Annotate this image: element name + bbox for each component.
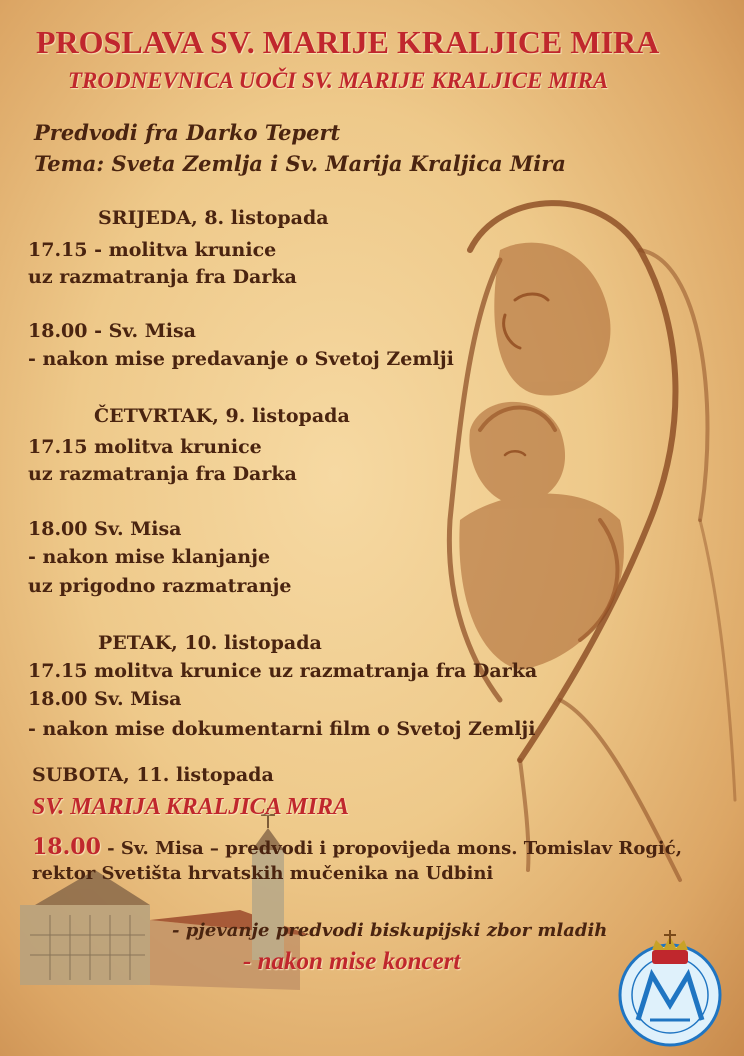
thu-line-4: - nakon mise klanjanje [28,546,271,568]
sat-rector: rektor Svetišta hrvatskih mučenika na Udbini [32,863,494,884]
wed-heading: SRIJEDA, 8. listopada [98,207,329,229]
sat-choir: - pjevanje predvodi biskupijski zbor mladih [172,920,608,941]
sat-time: 18.00 [32,834,101,860]
fri-line-3: - nakon mise dokumentarni film o Svetoj Zemlji [28,718,536,740]
thu-line-5: uz prigodno razmatranje [28,575,292,597]
marian-emblem-logo [620,930,720,1045]
page-title: PROSLAVA SV. MARIJE KRALJICE MIRA [36,24,660,60]
wed-line-2: uz razmatranja fra Darka [28,266,297,288]
sat-feast: SV. MARIJA KRALJICA MIRA [32,794,350,820]
leader-line: Predvodi fra Darko Tepert [34,120,341,145]
wed-line-3: 18.00 - Sv. Misa [28,320,196,342]
sat-heading: SUBOTA, 11. listopada [32,764,274,786]
page-subtitle: TRODNEVNICA UOČI SV. MARIJE KRALJICE MIRA [68,68,609,93]
wed-line-1: 17.15 - molitva krunice [28,239,277,261]
sat-concert: - nakon mise koncert [243,948,461,975]
thu-heading: ČETVRTAK, 9. listopada [94,405,350,427]
thu-line-1: 17.15 molitva krunice [28,436,262,458]
sat-mass: - Sv. Misa – predvodi i propovijeda mons. Tomislav Rogić, [100,838,682,859]
wed-line-4: - nakon mise predavanje o Svetoj Zemlji [28,348,454,370]
fri-line-2: 18.00 Sv. Misa [28,688,182,710]
theme-line: Tema: Sveta Zemlja i Sv. Marija Kraljica Mira [34,151,566,176]
fri-heading: PETAK, 10. listopada [98,632,322,654]
fri-line-1: 17.15 molitva krunice uz razmatranja fra Darka [28,660,538,682]
sat-mass-line [32,834,682,860]
thu-line-2: uz razmatranja fra Darka [28,463,297,485]
thu-line-3: 18.00 Sv. Misa [28,518,182,540]
